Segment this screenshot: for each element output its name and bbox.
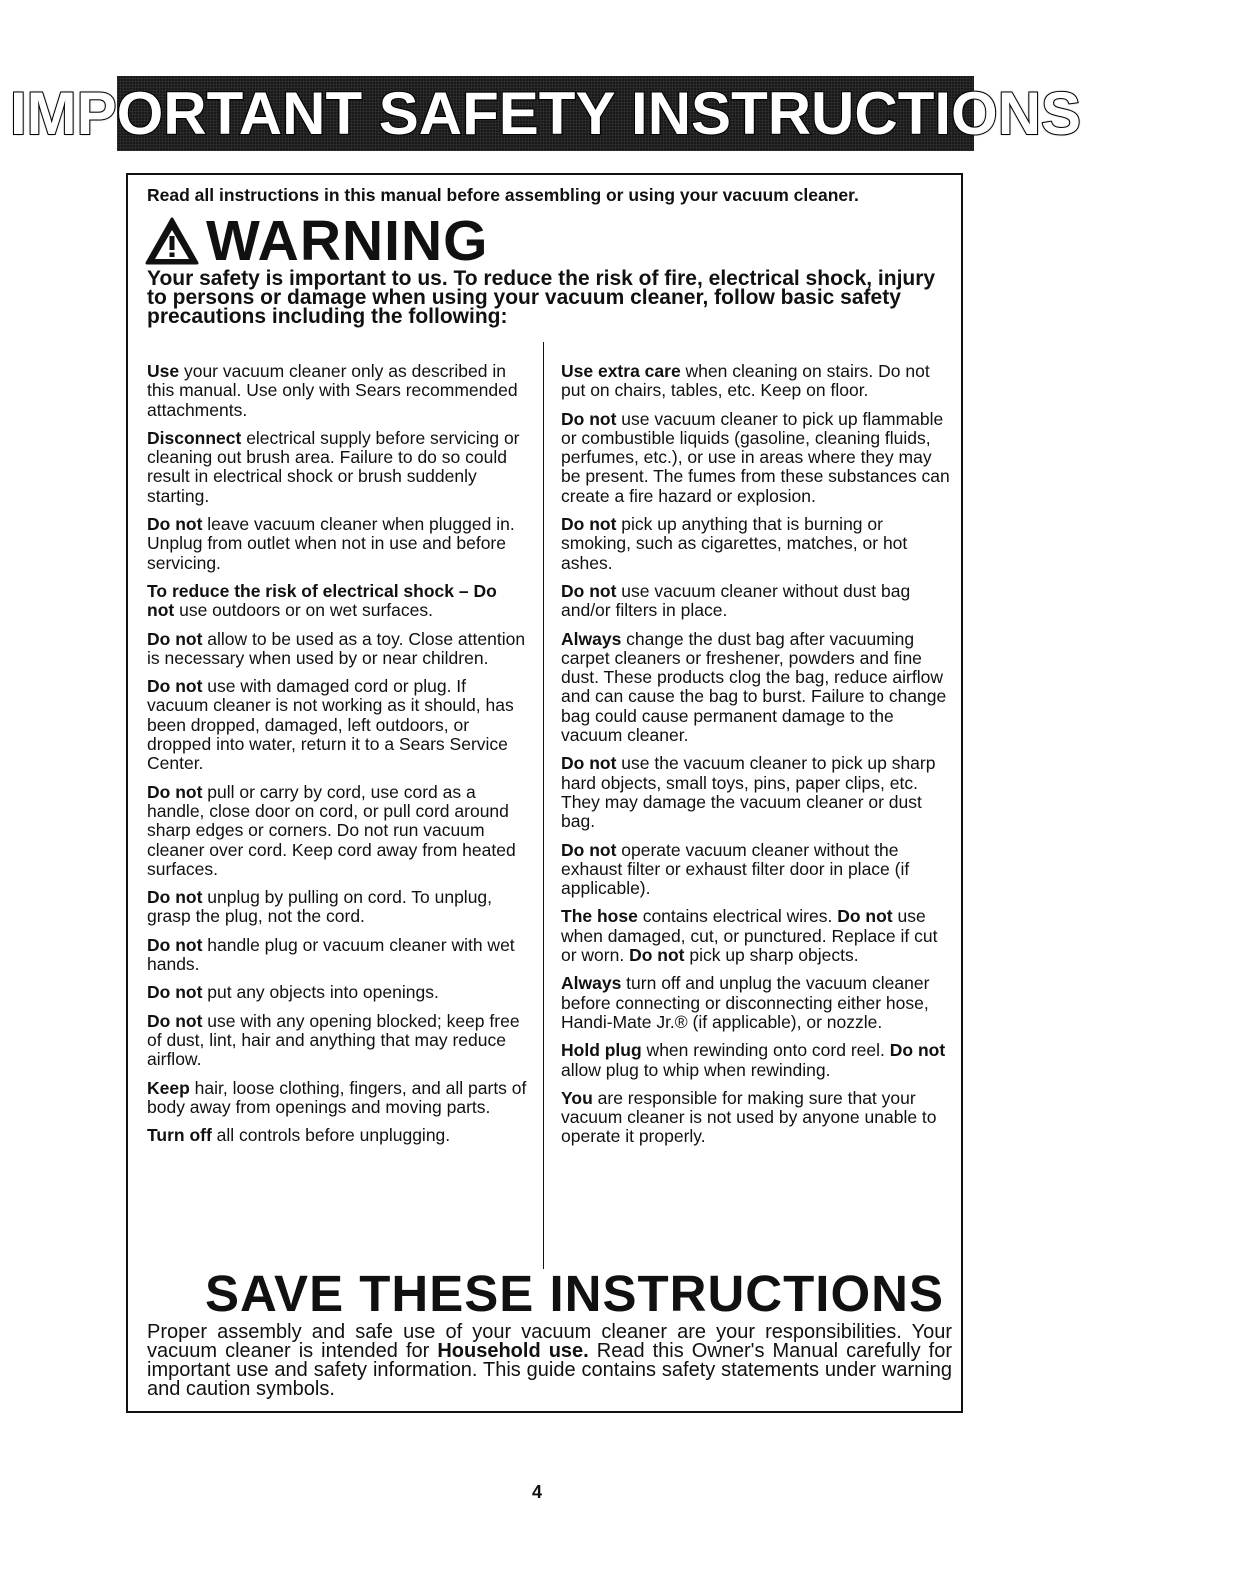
list-item: Do not allow to be used as a toy. Close attention is necessary when used by or near children. — [147, 628, 526, 668]
list-item: Do not use with any opening blocked; keep free of dust, lint, hair and anything that may reduce airflow. — [147, 1010, 520, 1070]
list-item: Do not pull or carry by cord, use cord as a handle, close door on cord, or pull cord around sharp edges or corners. Do not run vacuum cleaner over cord. Keep cord away from heated surfaces. — [147, 781, 516, 879]
warning-heading — [144, 210, 488, 272]
warning-triangle-icon — [144, 216, 200, 266]
title-banner — [9, 76, 1082, 151]
list-item: Do not unplug by pulling on cord. To unplug, grasp the plug, not the cord. — [147, 887, 493, 927]
intro-text: Read all instructions in this manual before assembling or using your vacuum cleaner. — [147, 185, 859, 205]
list-item: Do not use vacuum cleaner to pick up flammable or combustible liquids (gasoline, cleaning fluids, perfumes, etc.), or use in areas where they may be present. The fumes from these substances can create a fire hazard or explosion. — [561, 408, 950, 506]
list-item: Use your vacuum cleaner only as described in this manual. Use only with Sears recommended attachments. — [147, 361, 518, 420]
list-item: Always change the dust bag after vacuuming carpet cleaners or freshener, powders and fine dust. These products clog the bag, reduce airflow and can cause the bag to burst. Failure to change bag could cause permanent damage to the vacuum cleaner. — [561, 628, 947, 746]
list-item: Do not handle plug or vacuum cleaner with wet hands. — [147, 934, 515, 975]
list-item: Do not use with damaged cord or plug. If vacuum cleaner is not working as it should, has been dropped, damaged, left outdoors, or dropped into water, return it to a Sears Service Center. — [147, 676, 514, 774]
warning-lead: Your safety is important to us. To reduce the risk of fire, electrical shock, injury to persons or damage when using your vacuum cleaner, follow basic safety precautions including the following: — [147, 267, 936, 328]
list-item: Hold plug when rewinding onto cord reel. Do not allow plug to whip when rewinding. — [561, 1040, 946, 1080]
list-item: Disconnect electrical supply before servicing or cleaning out brush area. Failure to do so could result in electrical shock or brush suddenly starting. — [147, 427, 520, 506]
list-item: Do not use vacuum cleaner without dust bag and/or filters in place. — [561, 580, 911, 621]
warning-word: WARNING — [206, 208, 489, 273]
right-column — [561, 362, 951, 1156]
list-item: Do not leave vacuum cleaner when plugged in. Unplug from outlet when not in use and before servicing. — [147, 514, 515, 573]
list-item: Do not put any objects into openings. — [147, 982, 439, 1003]
list-item: Do not use the vacuum cleaner to pick up sharp hard objects, small toys, pins, paper clips, etc. They may damage the vacuum cleaner or dust bag. — [561, 753, 936, 832]
list-item: Do not pick up anything that is burning or smoking, such as cigarettes, matches, or hot ashes. — [561, 514, 908, 573]
list-item: Do not operate vacuum cleaner without the exhaust filter or exhaust filter door in place (if applicable). — [561, 839, 910, 899]
page-title: IMPORTANT SAFETY INSTRUCTIONS — [9, 80, 1082, 147]
save-instructions-heading: SAVE THESE INSTRUCTIONS — [205, 1265, 944, 1322]
closing-paragraph: Proper assembly and safe use of your vacuum cleaner are your responsibilities. Your vacuum cleaner is intended for Household use. Read this Owner's Manual carefully for important use and safety information. This guide contains safety statements under warning and caution symbols. — [147, 1321, 952, 1400]
column-divider — [543, 342, 544, 1269]
list-item: Keep hair, loose clothing, fingers, and all parts of body away from openings and moving parts. — [147, 1077, 527, 1117]
list-item: Use extra care when cleaning on stairs. Do not put on chairs, tables, etc. Keep on floor. — [561, 361, 930, 401]
list-item: To reduce the risk of electrical shock – Do not use outdoors or on wet surfaces. — [147, 580, 497, 621]
page-number: 4 — [532, 1482, 543, 1502]
list-item: Always turn off and unplug the vacuum cleaner before connecting or disconnecting either hose, Handi-Mate Jr.® (if applicable), or nozzle. — [561, 973, 930, 1032]
left-column — [147, 362, 527, 1154]
list-item: The hose contains electrical wires. Do not use when damaged, cut, or punctured. Replace if cut or worn. Do not pick up sharp objects. — [561, 906, 938, 966]
list-item: You are responsible for making sure that your vacuum cleaner is not used by anyone unable to operate it properly. — [561, 1087, 937, 1147]
list-item: Turn off all controls before unplugging. — [147, 1125, 451, 1146]
